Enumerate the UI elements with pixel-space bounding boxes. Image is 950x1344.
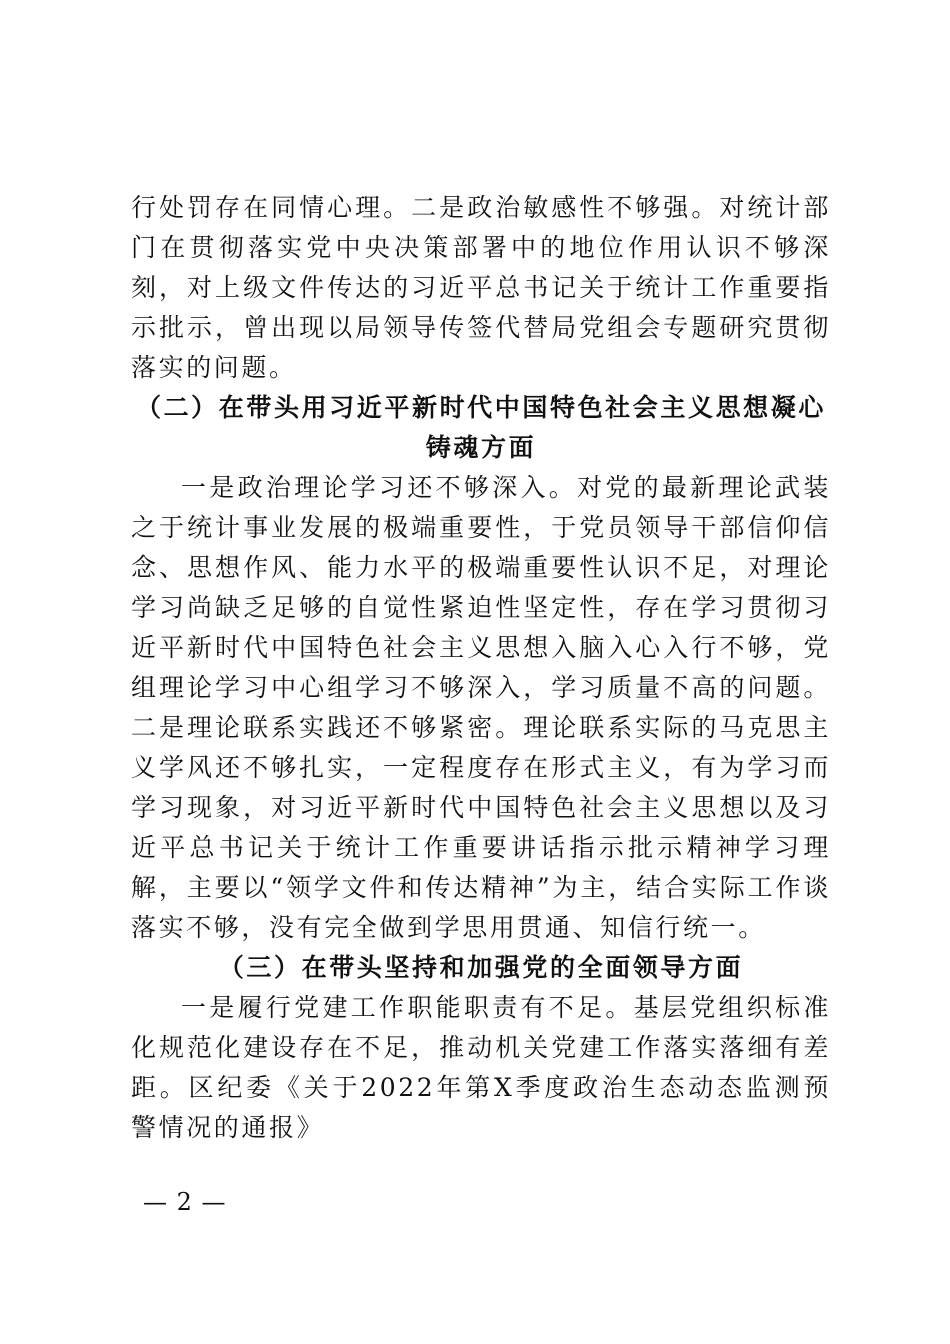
body-paragraph-3: 一是履行党建工作职能职责有不足。基层党组织标准化规范化建设存在不足，推动机关党建工作落实落细有差距。区纪委《关于2022年第X季度政治生态动态监测预警情况的通报》 xyxy=(131,993,831,1142)
document-body xyxy=(131,188,831,1148)
body-paragraph-1: 行处罚存在同情心理。二是政治敏感性不够强。对统计部门在贯彻落实党中央决策部署中的地位作用认识不够深刻，对上级文件传达的习近平总书记关于统计工作重要指示批示，曾出现以局领导传签代替局党组会专题研究贯彻落实的问题。 xyxy=(131,193,831,382)
section-heading-3: （三）在带头坚持和加强党的全面领导方面 xyxy=(218,953,744,982)
section-heading-2: （二）在带头用习近平新时代中国特色社会主义思想凝心铸魂方面 xyxy=(135,393,826,462)
page-number: — 2 — xyxy=(143,1188,227,1216)
body-paragraph-2: 一是政治理论学习还不够深入。对党的最新理论武装之于统计事业发展的极端重要性，于党员领导干部信仰信念、思想作风、能力水平的极端重要性认识不足，对理论学习尚缺乏足够的自觉性紧迫性坚定性，存在学习贯彻习近平新时代中国特色社会主义思想入脑入心入行不够，党组理论学习中心组学习不够深入，学习质量不高的问题。二是理论联系实践还不够紧密。理论联系实际的马克思主义学风还不够扎实，一定程度存在形式主义，有为学习而学习现象，对习近平新时代中国特色社会主义思想以及习近平总书记关于统计工作重要讲话指示批示精神学习理解，主要以“领学文件和传达精神”为主，结合实际工作谈落实不够，没有完全做到学思用贯通、知信行统一。 xyxy=(131,473,831,942)
